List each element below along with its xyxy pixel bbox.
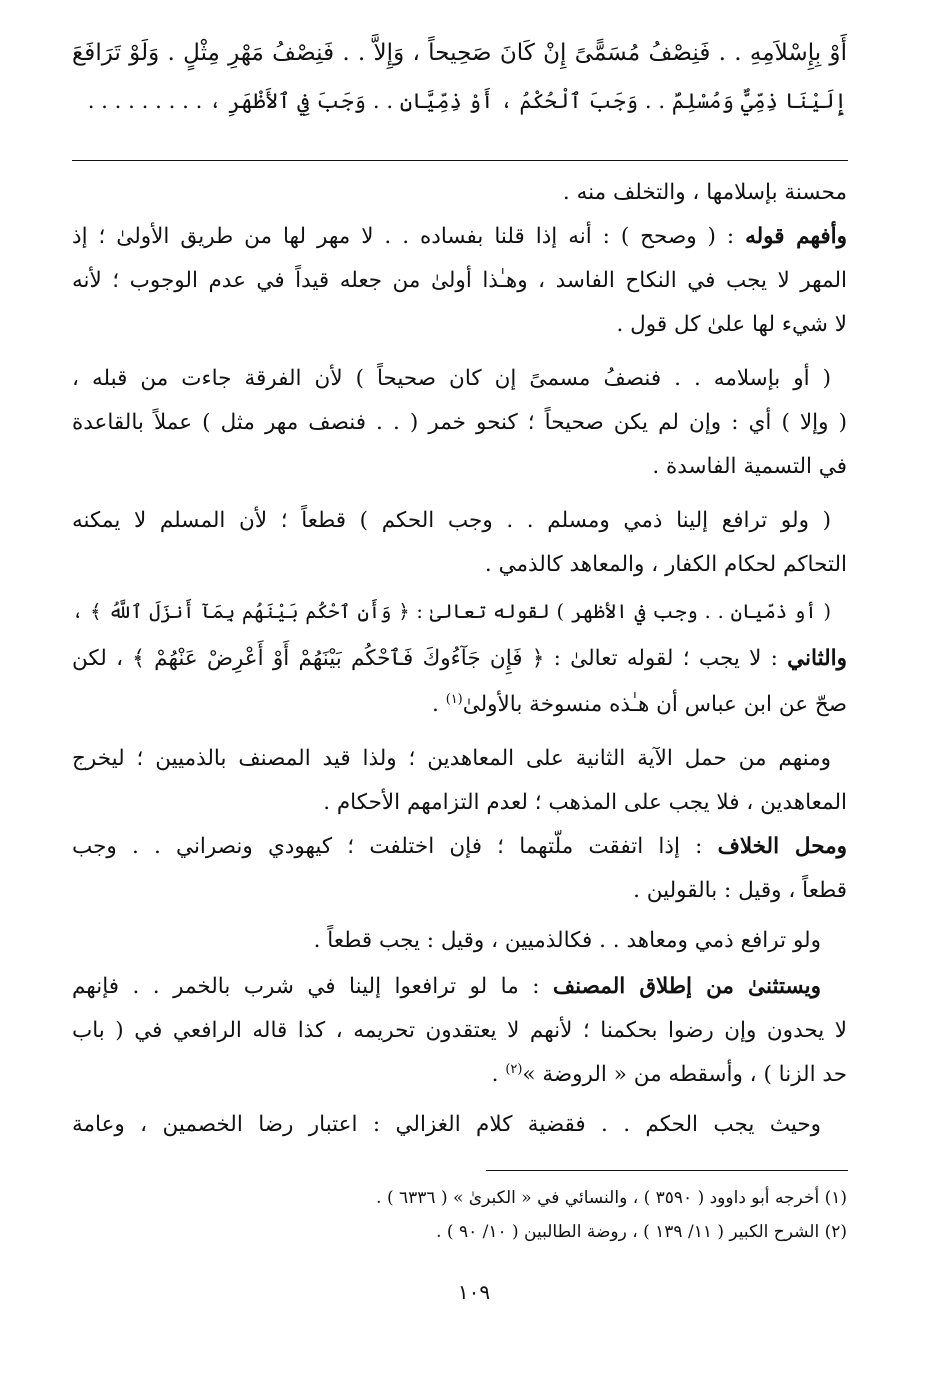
sharh-text xyxy=(72,180,847,1150)
page-number: ١٠٩ xyxy=(457,1280,491,1304)
sharh-line: صحّ عن ابن عباس أن هـٰذه منسوخة بالأولىٰ$^{(١)}$ . xyxy=(432,692,847,718)
sharh-line: لا يحدون وإن رضوا بحكمنا ؛ لأنهم لا يعتقدون تحريمه ، كذا قاله الرافعي في ( باب xyxy=(72,1018,847,1043)
footnote-ref: (١) xyxy=(445,692,463,707)
matn-text xyxy=(72,40,847,140)
sharh-line: في التسمية الفاسدة . xyxy=(652,454,847,479)
sharh-line: ( أو بإسلامه . . فنصفُ مسمىً إن كان صحيحاً ) لأن الفرقة جاءت من قبله ، xyxy=(72,366,831,391)
matn-line: أَوْ بِإِسْلاَمِهِ . . فَنِصْفُ مُسَمًّىً إِنْ كَانَ صَحِيحاً ، وَإِلاَّ . . فَنِصْفُ مَهْرِ مِثْلٍ . وَلَوْ تَرَافَعَ xyxy=(72,40,847,66)
sharh-line: المهر لا يجب في النكاح الفاسد ، وهـٰذا أولىٰ من جعله قيداً في عدم الوجوب ؛ لأنه xyxy=(72,268,847,293)
sharh-line: ومحل الخلاف : إذا اتفقت ملّتهما ؛ فإن اختلفت ؛ كيهودي ونصراني . . وجب xyxy=(72,834,847,859)
sharh-line: حد الزنا ) ، وأسقطه من « الروضة »$^{(٢)}$ . xyxy=(491,1062,847,1088)
matn-separator xyxy=(72,160,848,161)
footnotes xyxy=(72,1188,847,1258)
sharh-line: التحاكم لحكام الكفار ، والمعاهد كالذمي . xyxy=(484,552,847,577)
footnote-ref: (٢) xyxy=(505,1062,523,1077)
sharh-line: محسنة بإسلامها ، والتخلف منه . xyxy=(562,180,847,205)
footnote-1: (١) أخرجه أبو داوود ( ٣٥٩٠ ) ، والنسائي في « الكبرىٰ » ( ٦٣٣٦ ) . xyxy=(376,1188,847,1208)
sharh-line: وأفهم قوله : ( وصحح ) : أنه إذا قلنا بفساده . . لا مهر لها من طريق الأولىٰ ؛ إذ xyxy=(72,224,847,249)
sharh-line: لا شيء لها علىٰ كل قول . xyxy=(616,312,847,337)
sharh-line: قطعاً ، وقيل : بالقولين . xyxy=(633,878,847,903)
sharh-line: ويستثنىٰ من إطلاق المصنف : ما لو ترافعوا إلينا في شرب بالخمر . . فإنهم xyxy=(72,974,821,999)
matn-line: إِلَيْنَا ذِمِّيٌّ وَمُسْلِمٌ . . وَجَبَ ٱلْحُكْمُ ، أَوْ ذِمِّيَّانِ . . وَجَبَ فِي ٱلأَظْهَرِ ، . . . . . . . . . xyxy=(87,89,847,114)
sharh-line: المعاهدين ، فلا يجب على المذهب ؛ لعدم التزامهم الأحكام . xyxy=(323,790,847,815)
footnote-2: (٢) الشرح الكبير ( ١١/ ١٣٩ ) ، روضة الطالبين ( ١٠/ ٩٠ ) . xyxy=(436,1222,847,1242)
sharh-line: ومنهم من حمل الآية الثانية على المعاهدين ؛ ولذا قيد المصنف بالذميين ؛ ليخرج xyxy=(72,746,831,771)
sharh-line: ( أو ذمّيان . . وجب في الأظهر ) لقوله تعالىٰ : ﴿ وَأَنِ ٱحْكُم بَيْنَهُم بِمَآ أَنزَلَ ٱللَّهُ ﴾ ، xyxy=(72,600,831,623)
sharh-line: ( ولو ترافع إلينا ذمي ومسلم . . وجب الحكم ) قطعاً ؛ لأن المسلم لا يمكنه xyxy=(72,508,831,533)
sharh-line: ( وإلا ) أي : وإن لم يكن صحيحاً ؛ كنحو خمر ( . . فنصف مهر مثل ) عملاً بالقاعدة xyxy=(72,410,847,435)
sharh-line: ولو ترافع ذمي ومعاهد . . فكالذميين ، وقيل : يجب قطعاً . xyxy=(313,928,821,953)
sharh-line: وحيث يجب الحكم . . فقضية كلام الغزالي : اعتبار رضا الخصمين ، وعامة xyxy=(72,1112,821,1137)
sharh-line: والثاني : لا يجب ؛ لقوله تعالىٰ : ﴿ فَإِن جَآءُوكَ فَٱحْكُم بَيْنَهُمْ أَوْ أَعْرِضْ عَنْهُمْ ﴾ ، لكن xyxy=(72,646,847,671)
footnote-separator xyxy=(486,1170,848,1171)
